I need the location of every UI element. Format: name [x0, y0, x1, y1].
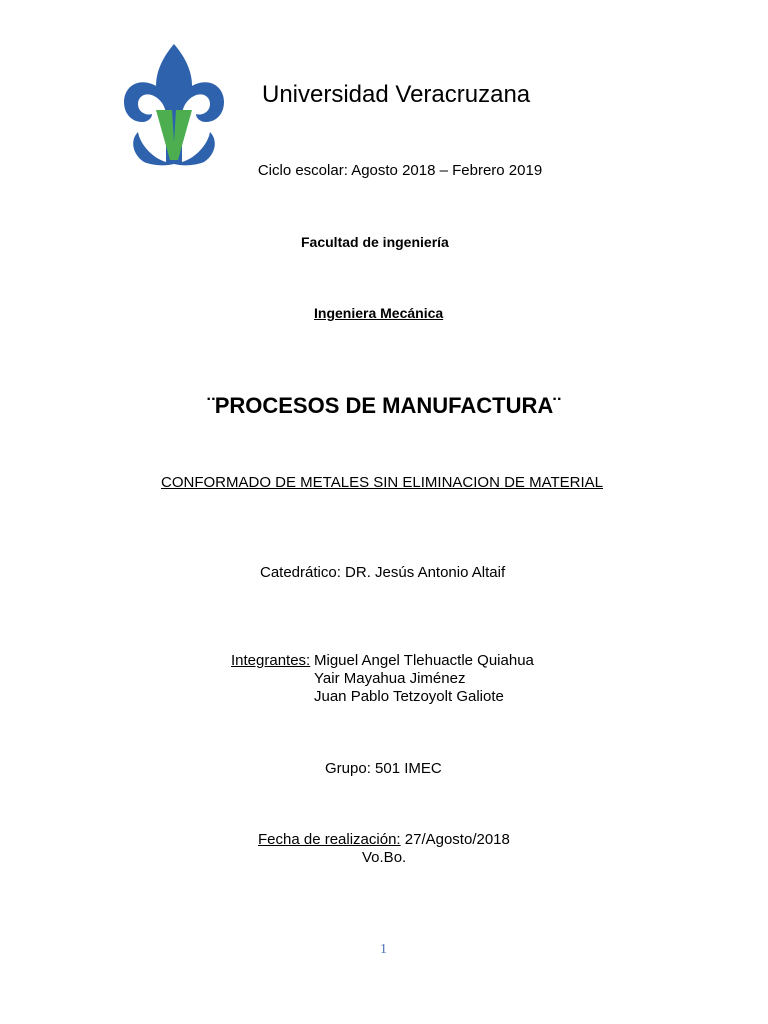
- member-name: Yair Mayahua Jiménez: [314, 670, 466, 687]
- member-name: Miguel Angel Tlehuactle Quiahua: [314, 652, 534, 669]
- university-logo: [122, 44, 226, 166]
- document-subtitle: CONFORMADO DE METALES SIN ELIMINACION DE MATERIAL: [161, 474, 604, 491]
- program-name: Ingeniera Mecánica: [314, 305, 444, 321]
- date-label: Fecha de realización:: [258, 831, 401, 848]
- date-value: 27/Agosto/2018: [400, 831, 510, 848]
- university-name: Universidad Veracruzana: [262, 81, 531, 108]
- document-title: ¨PROCESOS DE MANUFACTURA¨: [207, 393, 561, 418]
- faculty-name: Facultad de ingeniería: [301, 234, 449, 250]
- member-name: Juan Pablo Tetzoyolt Galiote: [314, 688, 504, 705]
- members-block: [231, 652, 534, 705]
- members-list: [314, 652, 534, 706]
- page-number: 1: [380, 942, 387, 957]
- school-cycle: Ciclo escolar: Agosto 2018 – Febrero 2019: [257, 162, 543, 179]
- professor: Catedrático: DR. Jesús Antonio Altaif: [260, 564, 506, 581]
- members-label: Integrantes:: [231, 652, 311, 669]
- approval: Vo.Bo.: [362, 849, 407, 866]
- group: Grupo: 501 IMEC: [325, 760, 442, 777]
- date-line: [258, 831, 510, 848]
